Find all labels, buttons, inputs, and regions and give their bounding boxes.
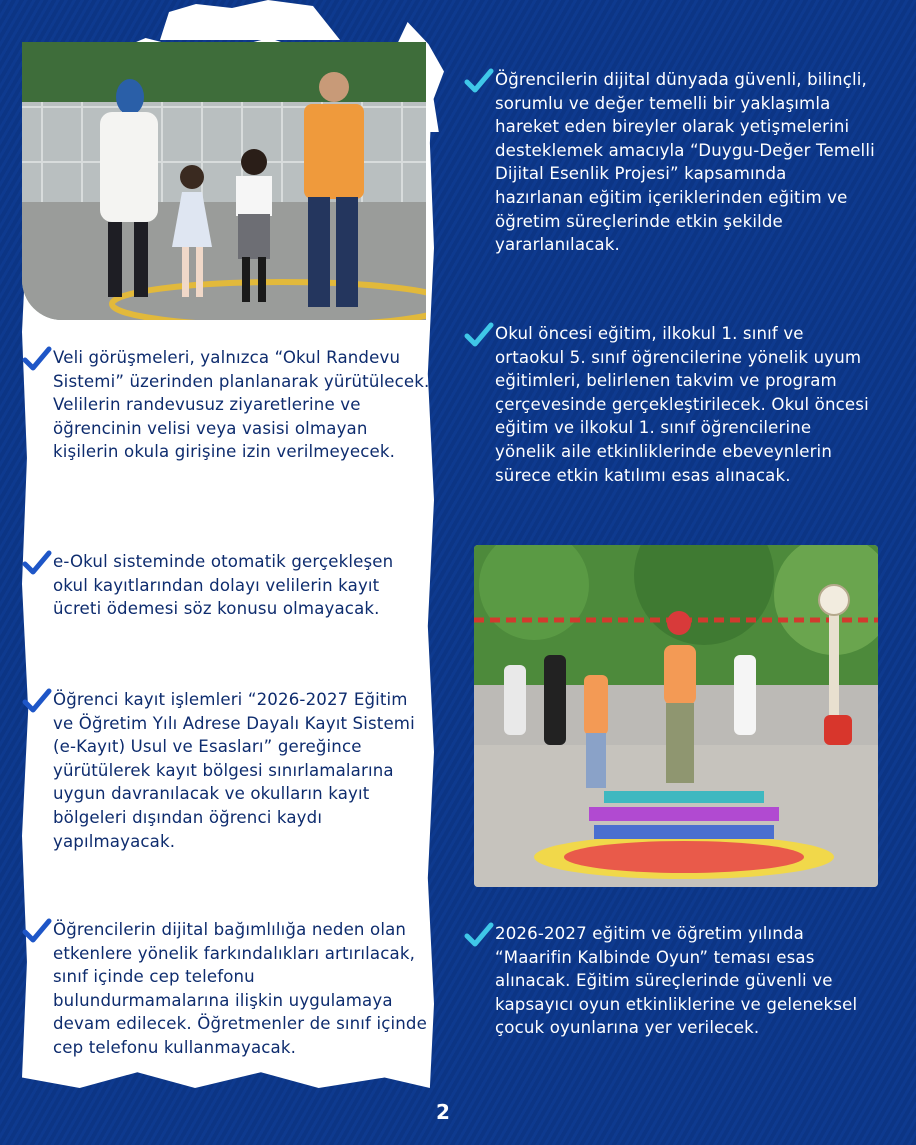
list-item-text: Okul öncesi eğitim, ilkokul 1. sınıf ve ortaokul 5. sınıf öğrencilerine yönelik uyum eğitimleri, belirlenen takvim ve program çerçevesinde gerçekleştirilecek. Okul öncesi eğitim ve ilkokul 1. sınıf öğrencilerine yönelik aile etkinliklerinde ebeveynlerin sürece etkin katılımı esas alınacak. bbox=[495, 324, 869, 485]
page-number: 2 bbox=[436, 1100, 450, 1124]
check-icon bbox=[22, 918, 52, 944]
list-item-text: Öğrenci kayıt işlemleri “2026-2027 Eğitim ve Öğretim Yılı Adrese Dayalı Kayıt Sistemi (e-Kayıt) Usul ve Esasları” gereğince yürütülerek kayıt bölgesi sınırlamalarına uygun davranılacak ve okulların kayıt bölgeleri dışından öğrenci kaydı yapılmayacak. bbox=[53, 690, 415, 851]
list-item-text: Veli görüşmeleri, yalnızca “Okul Randevu Sistemi” üzerinden planlanarak yürütülecek. Velilerin randevusuz ziyaretlerine ve öğrencinin velisi veya vasisi olmayan kişilerin okula girişine izin verilmeyecek. bbox=[53, 348, 430, 462]
check-icon bbox=[464, 922, 494, 948]
list-item-text: Öğrencilerin dijital bağımlılığa neden olan etkenlere yönelik farkındalıkları artırılacak, sınıf içinde cep telefonu bulundurmamalarına ilişkin uygulamaya devam edilecek. Öğretmenler de sınıf içinde cep telefonu kullanmayacak. bbox=[53, 920, 427, 1057]
list-item-text: Öğrencilerin dijital dünyada güvenli, bilinçli, sorumlu ve değer temelli bir yaklaşımla hareket eden bireyler olarak yetişmelerini desteklemek amacıyla “Duygu-Değer Temelli Dijital Esenlik Projesi” kapsamında hazırlanan eğitim içeriklerinden eğitim ve öğretim süreçlerinde etkin şekilde yararlanılacak. bbox=[495, 70, 875, 255]
list-item-text: e-Okul sisteminde otomatik gerçekleşen okul kayıtlarından dolayı velilerin kayıt ücreti ödemesi söz konusu olmayacak. bbox=[53, 552, 394, 619]
list-item-text: 2026-2027 eğitim ve öğretim yılında “Maarifin Kalbinde Oyun” teması esas alınacak. Eğitim süreçlerinde güvenli ve kapsayıcı oyun etkinliklerine ve geleneksel çocuk oyunlarına yer verilecek. bbox=[495, 924, 858, 1038]
children-hopscotch-photo bbox=[474, 545, 878, 887]
family-walking-photo bbox=[22, 42, 426, 320]
check-icon bbox=[464, 322, 494, 348]
check-icon bbox=[464, 68, 494, 94]
brush-stroke-top bbox=[160, 0, 340, 40]
check-icon bbox=[22, 346, 52, 372]
check-icon bbox=[22, 550, 52, 576]
check-icon bbox=[22, 688, 52, 714]
